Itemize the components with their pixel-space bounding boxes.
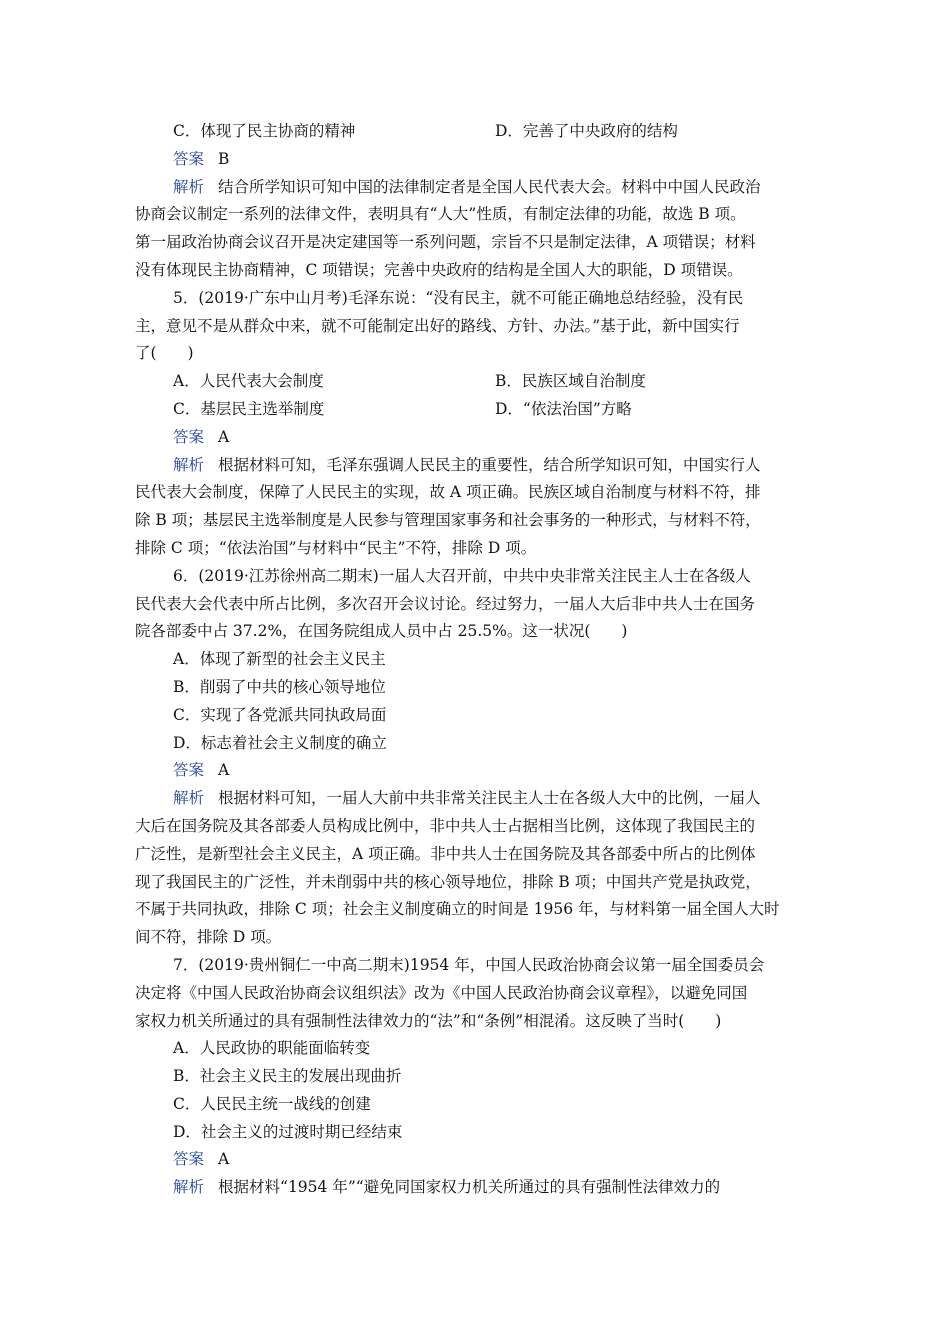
q6-analysis-line: 广泛性，是新型社会主义民主，A 项正确。非中共人士在国务院及其各部委中所占的比例体: [135, 844, 756, 863]
q5-analysis-line: 民代表大会制度，保障了人民民主的实现，故 A 项正确。民族区域自治制度与材料不符，排: [135, 483, 761, 502]
q4-options-row: [135, 118, 817, 146]
answer-value: B: [218, 149, 230, 168]
q5-option-a: A．人民代表大会制度: [173, 372, 324, 391]
q5-stem-line: 了( ): [135, 344, 194, 363]
q5-options-row: [135, 368, 817, 396]
q6-option-b: B．削弱了中共的核心领导地位: [173, 677, 386, 696]
analysis-label: 解析: [173, 789, 205, 808]
q6-option-d: D．标志着社会主义制度的确立: [173, 733, 387, 752]
answer-value: A: [218, 427, 230, 446]
q6-stem-line: 院各部委中占 37.2%，在国务院组成人员中占 25.5%。这一状况( ): [135, 622, 628, 641]
answer-label: 答案: [173, 761, 205, 780]
answer-value: A: [218, 1150, 230, 1169]
q7-option-c: C．人民民主统一战线的创建: [173, 1094, 371, 1113]
q6-analysis-line: 不属于共同执政，排除 C 项；社会主义制度确立的时间是 1956 年，与材料第一届全国人大时: [135, 900, 780, 919]
q6-analysis-line: 现了我国民主的广泛性，并未削弱中共的核心领导地位，排除 B 项；中国共产党是执政党，: [135, 872, 761, 891]
q7-option-a: A．人民政协的职能面临转变: [173, 1039, 371, 1058]
document-content: [135, 118, 817, 1202]
answer-label: 答案: [173, 427, 205, 446]
q7-option-b: B．社会主义民主的发展出现曲折: [173, 1067, 402, 1086]
answer-label: 答案: [173, 1150, 205, 1169]
q6-stem-line: 民代表大会代表中所占比例，多次召开会议讨论。经过努力，一届人大后非中共人士在国务: [135, 594, 756, 613]
q4-analysis-line: 协商会议制定一系列的法律文件，表明具有“人大”性质，有制定法律的功能，故选 B 项。: [135, 205, 746, 224]
q7-stem-line: 7．(2019·贵州铜仁一中高二期末)1954 年，中国人民政治协商会议第一届全国委员会: [173, 955, 765, 974]
q6-stem-line: 6．(2019·江苏徐州高二期末)一届人大召开前，中共中央非常关注民主人士在各级人: [173, 566, 751, 585]
q7-answer: [135, 1146, 817, 1174]
q4-answer: [135, 146, 817, 174]
q6-answer: [135, 757, 817, 785]
q6-analysis-line: 间不符，排除 D 项。: [135, 928, 282, 947]
q4-analysis-line: 没有体现民主协商精神，C 项错误；完善中央政府的结构是全国人大的职能，D 项错误。: [135, 260, 743, 279]
analysis-label: 解析: [173, 1178, 205, 1197]
q5-options-row: [135, 396, 817, 424]
q5-analysis-line: 排除 C 项；“依法治国”与材料中“民主”不符，排除 D 项。: [135, 538, 537, 557]
answer-label: 答案: [173, 149, 205, 168]
q6-analysis-line: 大后在国务院及其各部委人员构成比例中，非中共人士占据相当比例，这体现了我国民主的: [135, 816, 756, 835]
analysis-label: 解析: [173, 455, 205, 474]
analysis-label: 解析: [173, 177, 205, 196]
q5-option-b: B．民族区域自治制度: [495, 372, 646, 391]
q4-analysis-line: 解析 结合所学知识可知中国的法律制定者是全国人民代表大会。材料中中国人民政治: [173, 177, 761, 196]
q5-option-d: D．“依法治国”方略: [495, 399, 632, 418]
q7-option-d: D．社会主义的过渡时期已经结束: [173, 1122, 403, 1141]
answer-value: A: [218, 761, 230, 780]
q4-analysis-line: 第一届政治协商会议召开是决定建国等一系列问题，宗旨不只是制定法律，A 项错误；材料: [135, 233, 756, 252]
q5-answer: [135, 424, 817, 452]
q4-option-d: D．完善了中央政府的结构: [495, 122, 678, 140]
q7-stem-line: 家权力机关所通过的具有强制性法律效力的“法”和“条例”相混淆。这反映了当时( ): [135, 1011, 722, 1030]
q6-analysis-line: 解析 根据材料可知，一届人大前中共非常关注民主人士在各级人大中的比例，一届人: [173, 789, 761, 808]
q7-stem-line: 决定将《中国人民政治协商会议组织法》改为《中国人民政治协商会议章程》，以避免同国: [135, 983, 748, 1002]
q4-option-c: C．体现了民主协商的精神: [173, 122, 356, 140]
q5-stem-line: 主，意见不是从群众中来，就不可能制定出好的路线、方针、办法。”基于此，新中国实行: [135, 316, 740, 335]
q7-analysis-line: 解析 根据材料“1954 年”“避免同国家权力机关所通过的具有强制性法律效力的: [173, 1178, 721, 1197]
q5-analysis-line: 解析 根据材料可知，毛泽东强调人民民主的重要性，结合所学知识可知，中国实行人: [173, 455, 761, 474]
q6-option-c: C．实现了各党派共同执政局面: [173, 705, 387, 724]
q5-analysis-line: 除 B 项；基层民主选举制度是人民参与管理国家事务和社会事务的一种形式，与材料不符，: [135, 511, 761, 530]
q5-option-c: C．基层民主选举制度: [173, 399, 325, 418]
q5-stem-line: 5．(2019·广东中山月考)毛泽东说：“没有民主，就不可能正确地总结经验，没有民: [173, 288, 744, 307]
q6-option-a: A．体现了新型的社会主义民主: [173, 650, 386, 669]
